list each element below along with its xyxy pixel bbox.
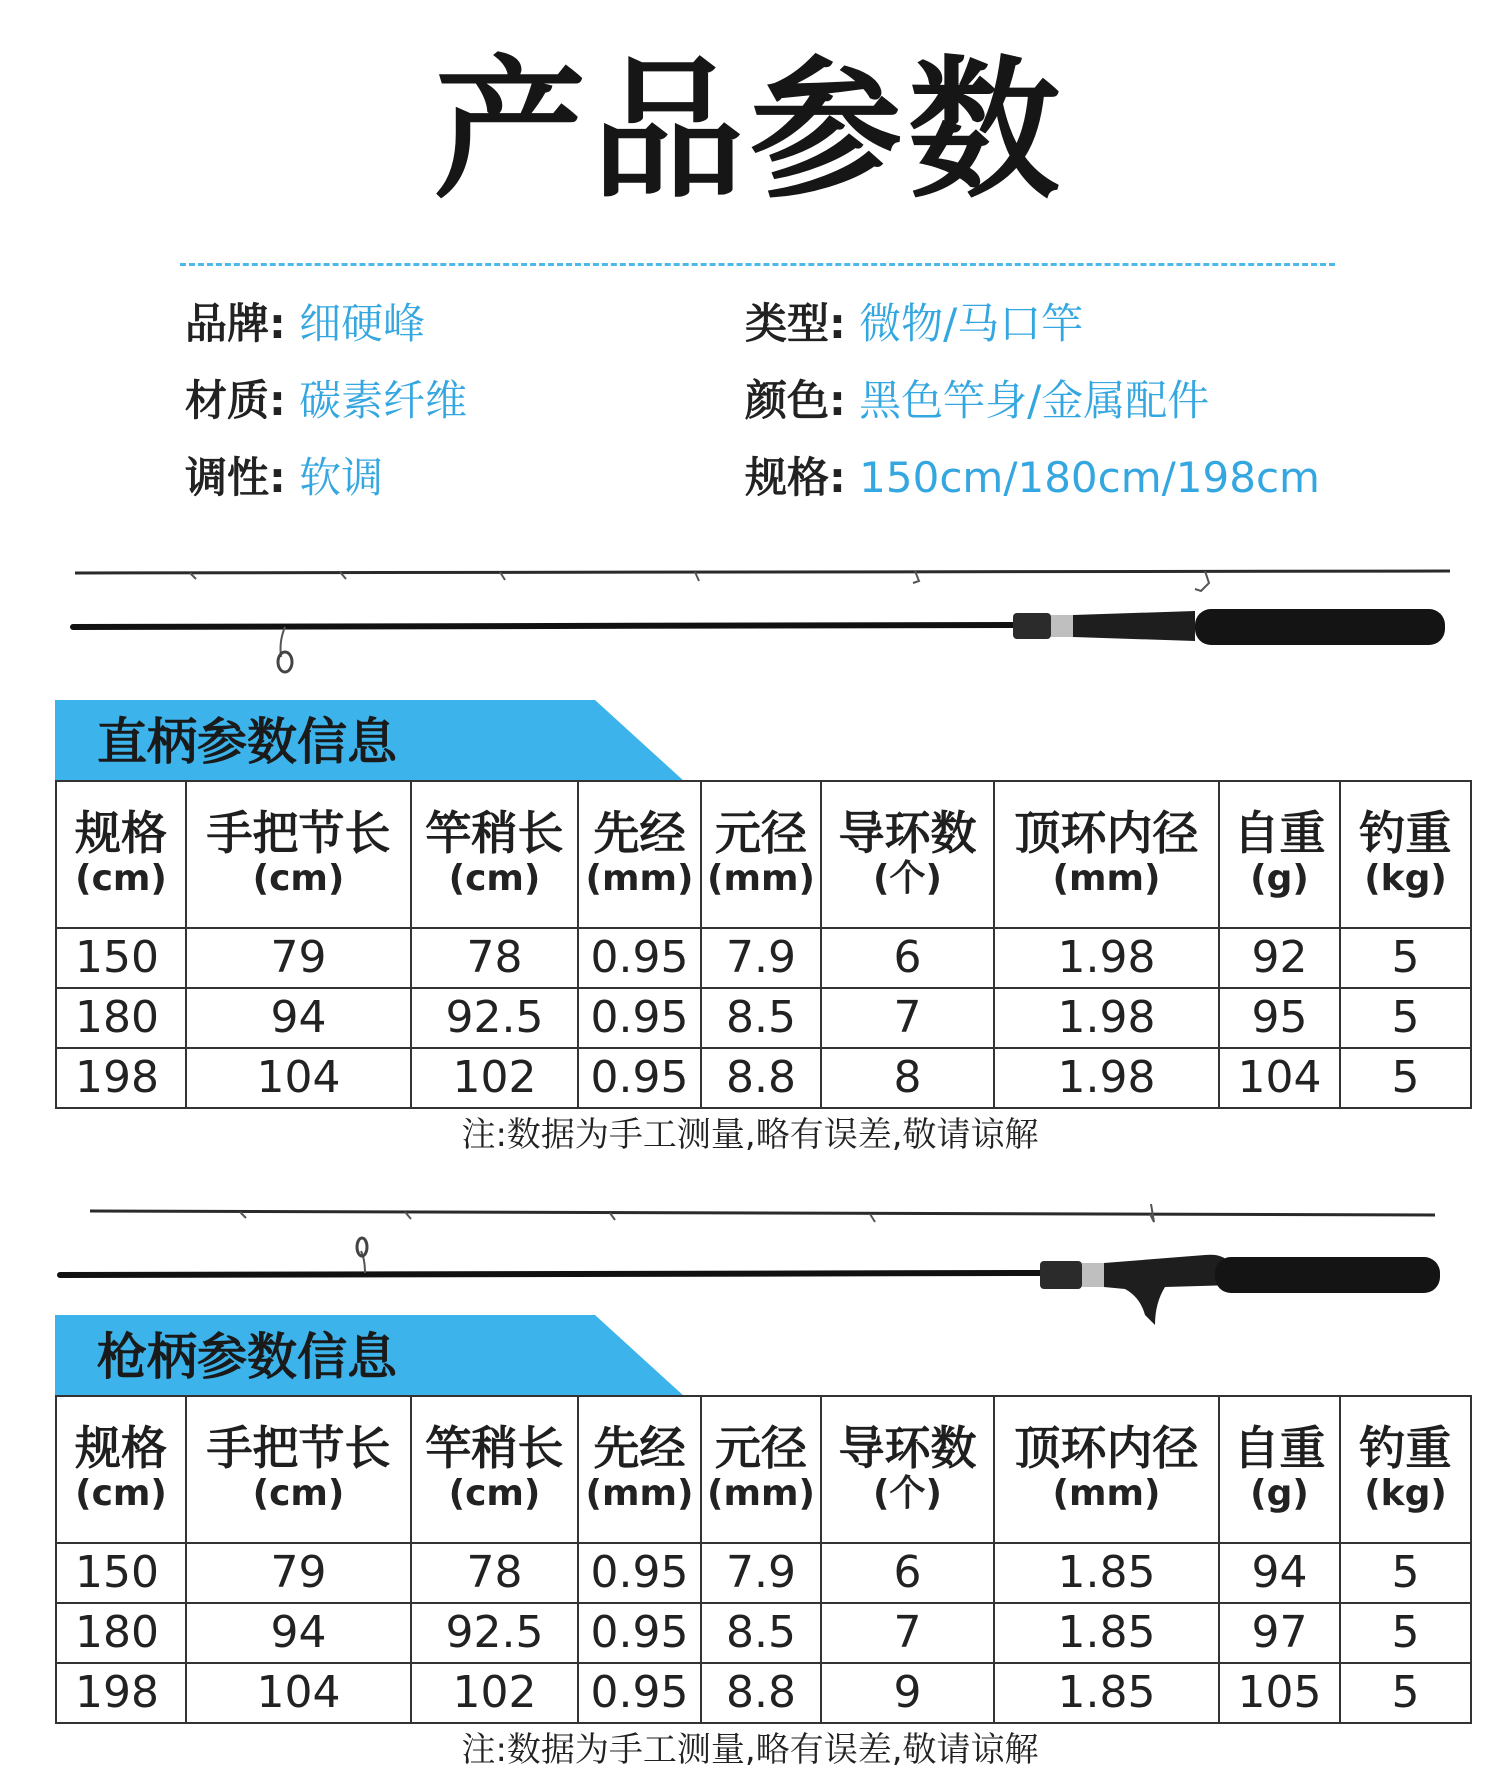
table-cell: 92.5 bbox=[411, 988, 578, 1048]
spec-color-key: 颜色: bbox=[745, 376, 846, 425]
table-cell: 5 bbox=[1340, 1603, 1471, 1663]
spec-brand bbox=[185, 299, 426, 348]
table-row bbox=[56, 1543, 1471, 1603]
spec-brand-key: 品牌: bbox=[185, 299, 286, 348]
table-cell: 180 bbox=[56, 988, 186, 1048]
table-cell: 94 bbox=[186, 988, 411, 1048]
table-cell: 104 bbox=[186, 1048, 411, 1108]
table-row bbox=[56, 1663, 1471, 1723]
column-header-name: 竿稍长 bbox=[425, 1420, 564, 1475]
page-title: 产品参数 bbox=[434, 42, 1066, 219]
table-row bbox=[56, 928, 1471, 988]
straight-params-table bbox=[55, 780, 1472, 1109]
table-cell: 8.8 bbox=[701, 1663, 821, 1723]
straight-section-tab bbox=[55, 700, 685, 782]
table-cell: 102 bbox=[411, 1663, 578, 1723]
column-header-name: 手把节长 bbox=[206, 805, 391, 860]
table-cell: 79 bbox=[186, 928, 411, 988]
table-cell: 78 bbox=[411, 928, 578, 988]
column-header-name: 导环数 bbox=[838, 805, 977, 860]
table-cell: 150 bbox=[56, 1543, 186, 1603]
table-cell: 94 bbox=[1219, 1543, 1340, 1603]
table-cell: 5 bbox=[1340, 1663, 1471, 1723]
table-cell: 5 bbox=[1340, 988, 1471, 1048]
straight-note: 注:数据为手工测量,略有误差,敬请谅解 bbox=[461, 1115, 1039, 1155]
column-header bbox=[1340, 781, 1471, 928]
spec-material-key: 材质: bbox=[185, 376, 286, 425]
table-cell: 97 bbox=[1219, 1603, 1340, 1663]
column-header-name: 元径 bbox=[715, 805, 807, 860]
column-header bbox=[56, 1396, 186, 1543]
column-header bbox=[411, 1396, 578, 1543]
column-header-name: 竿稍长 bbox=[425, 805, 564, 860]
column-header-name: 顶环内径 bbox=[1014, 1420, 1199, 1475]
column-header bbox=[578, 781, 701, 928]
column-header-unit: (g) bbox=[1250, 1473, 1309, 1515]
column-header bbox=[994, 781, 1219, 928]
table-cell: 7.9 bbox=[701, 1543, 821, 1603]
spec-action-value: 软调 bbox=[299, 453, 384, 502]
column-header-name: 导环数 bbox=[838, 1420, 977, 1475]
column-header bbox=[821, 781, 994, 928]
table-cell: 0.95 bbox=[578, 1543, 701, 1603]
spec-action bbox=[185, 453, 384, 502]
table-cell: 6 bbox=[821, 928, 994, 988]
table-cell: 5 bbox=[1340, 928, 1471, 988]
table-cell: 7 bbox=[821, 1603, 994, 1663]
table-cell: 78 bbox=[411, 1543, 578, 1603]
table-cell: 1.85 bbox=[994, 1603, 1219, 1663]
column-header bbox=[1219, 781, 1340, 928]
column-header-unit: (cm) bbox=[448, 858, 541, 900]
column-header bbox=[186, 1396, 411, 1543]
table-cell: 104 bbox=[1219, 1048, 1340, 1108]
column-header-name: 先经 bbox=[593, 805, 686, 860]
spec-size-value: 150cm/180cm/198cm bbox=[859, 453, 1320, 502]
spec-size bbox=[745, 453, 1320, 502]
table-cell: 0.95 bbox=[578, 928, 701, 988]
table-cell: 0.95 bbox=[578, 988, 701, 1048]
column-header-unit: (cm) bbox=[252, 1473, 345, 1515]
straight-section-title: 直柄参数信息 bbox=[97, 713, 397, 771]
table-cell: 5 bbox=[1340, 1543, 1471, 1603]
pistol-note: 注:数据为手工测量,略有误差,敬请谅解 bbox=[461, 1730, 1039, 1770]
table-cell: 94 bbox=[186, 1603, 411, 1663]
column-header-unit: (mm) bbox=[707, 858, 815, 900]
spec-material-value: 碳素纤维 bbox=[299, 376, 468, 425]
column-header-name: 元径 bbox=[715, 1420, 807, 1475]
spec-color-value: 黑色竿身/金属配件 bbox=[859, 376, 1210, 425]
spec-brand-value: 细硬峰 bbox=[299, 299, 426, 348]
table-cell: 198 bbox=[56, 1048, 186, 1108]
table-cell: 8 bbox=[821, 1048, 994, 1108]
table-cell: 0.95 bbox=[578, 1663, 701, 1723]
column-header-unit: (kg) bbox=[1364, 858, 1447, 900]
table-cell: 79 bbox=[186, 1543, 411, 1603]
column-header-name: 先经 bbox=[593, 1420, 686, 1475]
column-header bbox=[578, 1396, 701, 1543]
table-cell: 1.85 bbox=[994, 1543, 1219, 1603]
column-header-unit: (mm) bbox=[585, 1473, 694, 1515]
table-cell: 8.5 bbox=[701, 1603, 821, 1663]
table-cell: 0.95 bbox=[578, 1603, 701, 1663]
table-cell: 104 bbox=[186, 1663, 411, 1723]
column-header-name: 自重 bbox=[1233, 1420, 1326, 1475]
spec-size-key: 规格: bbox=[745, 453, 846, 502]
spec-material bbox=[185, 376, 468, 425]
table-cell: 8.5 bbox=[701, 988, 821, 1048]
header-row bbox=[56, 781, 1471, 928]
column-header-name: 钓重 bbox=[1359, 1420, 1452, 1475]
table-cell: 7.9 bbox=[701, 928, 821, 988]
column-header-unit: (g) bbox=[1250, 858, 1309, 900]
column-header bbox=[186, 781, 411, 928]
straight-rod-image bbox=[55, 555, 1455, 675]
table-cell: 9 bbox=[821, 1663, 994, 1723]
column-header bbox=[1340, 1396, 1471, 1543]
pistol-rod-image bbox=[55, 1185, 1455, 1325]
table-cell: 6 bbox=[821, 1543, 994, 1603]
table-cell: 92 bbox=[1219, 928, 1340, 988]
pistol-params-table bbox=[55, 1395, 1472, 1724]
table-cell: 1.98 bbox=[994, 1048, 1219, 1108]
column-header bbox=[701, 1396, 821, 1543]
table-cell: 102 bbox=[411, 1048, 578, 1108]
column-header-unit: (kg) bbox=[1364, 1473, 1447, 1515]
table-cell: 92.5 bbox=[411, 1603, 578, 1663]
pistol-section-title: 枪柄参数信息 bbox=[97, 1328, 397, 1386]
table-cell: 1.98 bbox=[994, 988, 1219, 1048]
table-cell: 180 bbox=[56, 1603, 186, 1663]
column-header-unit: (mm) bbox=[585, 858, 694, 900]
column-header-unit: (个) bbox=[873, 858, 942, 900]
column-header-unit: (mm) bbox=[1052, 858, 1161, 900]
table-cell: 95 bbox=[1219, 988, 1340, 1048]
table-cell: 1.85 bbox=[994, 1663, 1219, 1723]
table-cell: 198 bbox=[56, 1663, 186, 1723]
column-header-unit: (mm) bbox=[1052, 1473, 1161, 1515]
spec-type-key: 类型: bbox=[745, 299, 846, 348]
column-header bbox=[821, 1396, 994, 1543]
table-row bbox=[56, 988, 1471, 1048]
table-cell: 1.98 bbox=[994, 928, 1219, 988]
column-header-unit: (cm) bbox=[252, 858, 345, 900]
column-header bbox=[1219, 1396, 1340, 1543]
table-cell: 105 bbox=[1219, 1663, 1340, 1723]
spec-type-value: 微物/马口竿 bbox=[859, 299, 1084, 348]
column-header-unit: (个) bbox=[873, 1473, 942, 1515]
column-header-name: 钓重 bbox=[1359, 805, 1452, 860]
pistol-section-tab bbox=[55, 1315, 685, 1397]
column-header-unit: (cm) bbox=[448, 1473, 541, 1515]
table-cell: 7 bbox=[821, 988, 994, 1048]
column-header bbox=[994, 1396, 1219, 1543]
table-row bbox=[56, 1048, 1471, 1108]
column-header-name: 顶环内径 bbox=[1014, 805, 1199, 860]
column-header-name: 手把节长 bbox=[206, 1420, 391, 1475]
column-header-name: 规格 bbox=[75, 1420, 167, 1475]
table-cell: 8.8 bbox=[701, 1048, 821, 1108]
table-cell: 5 bbox=[1340, 1048, 1471, 1108]
spec-color bbox=[745, 376, 1210, 425]
column-header-name: 自重 bbox=[1233, 805, 1326, 860]
column-header bbox=[411, 781, 578, 928]
header-row bbox=[56, 1396, 1471, 1543]
table-cell: 0.95 bbox=[578, 1048, 701, 1108]
column-header-unit: (mm) bbox=[707, 1473, 815, 1515]
dashed-divider bbox=[180, 263, 1335, 266]
column-header-unit: (cm) bbox=[75, 858, 167, 900]
spec-type bbox=[745, 299, 1084, 348]
column-header-name: 规格 bbox=[75, 805, 167, 860]
table-cell: 150 bbox=[56, 928, 186, 988]
column-header bbox=[56, 781, 186, 928]
column-header-unit: (cm) bbox=[75, 1473, 167, 1515]
table-row bbox=[56, 1603, 1471, 1663]
column-header bbox=[701, 781, 821, 928]
spec-action-key: 调性: bbox=[185, 453, 286, 502]
